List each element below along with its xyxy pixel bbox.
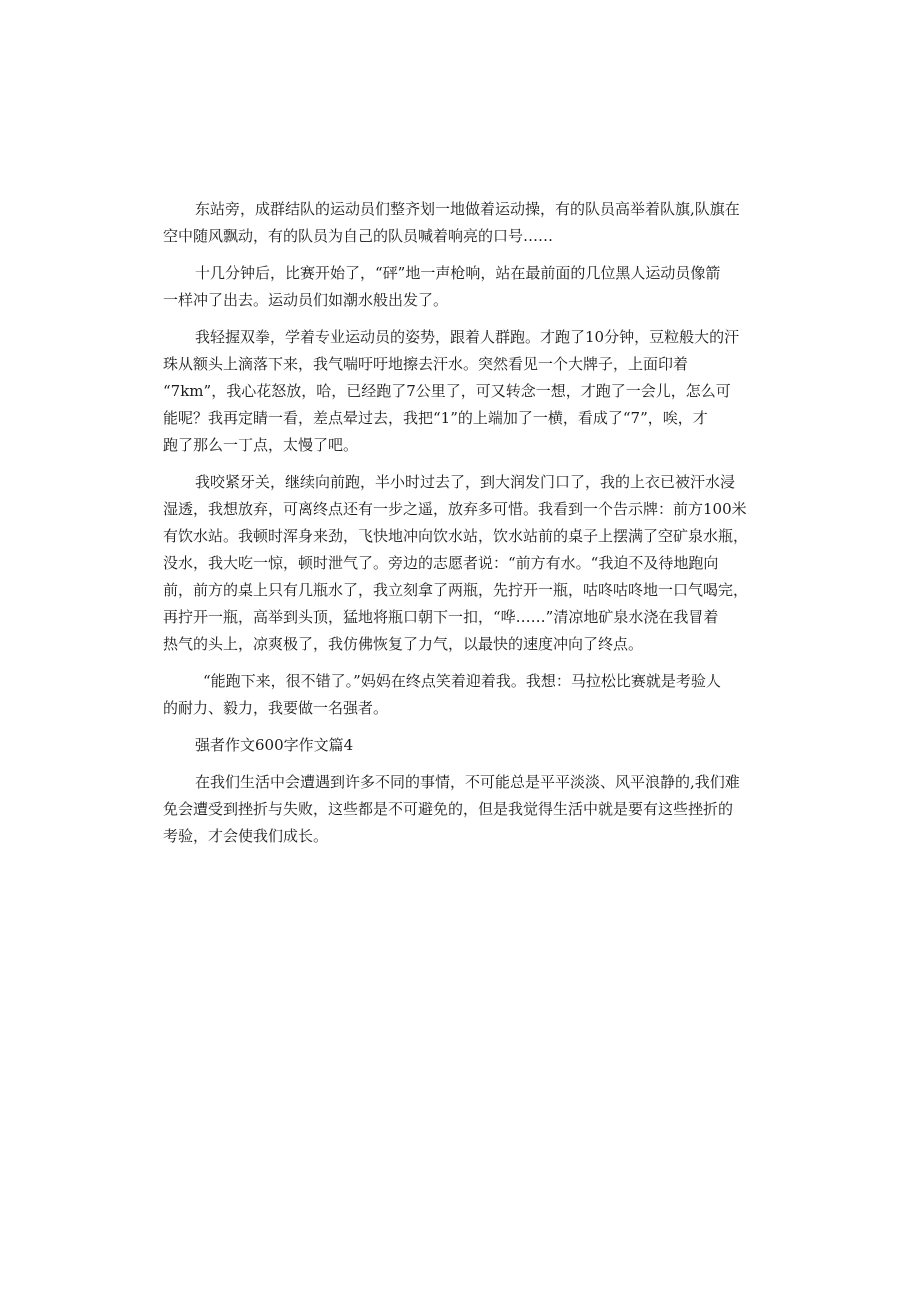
paragraph-line: 空中随风飘动，有的队员为自己的队员喊着响亮的口号…… xyxy=(163,227,554,245)
paragraph-2 xyxy=(163,260,759,314)
paragraph-line: 东站旁，成群结队的运动员们整齐划一地做着运动操，有的队员高举着队旗,队旗在 xyxy=(195,200,740,218)
paragraph-line: 我轻握双拳，学着专业运动员的姿势，跟着人群跑。才跑了10分钟，豆粒般大的汗 xyxy=(195,328,740,346)
paragraph-4 xyxy=(163,469,759,658)
paragraph-line: 我咬紧牙关，继续向前跑，半小时过去了，到大润发门口了，我的上衣已被汗水浸 xyxy=(195,473,736,491)
section-heading: 强者作文600字作文篇4 xyxy=(195,736,354,754)
paragraph-3 xyxy=(163,324,759,459)
paragraph-line: 考验，才会使我们成长。 xyxy=(163,827,329,845)
paragraph-line: 十几分钟后，比赛开始了，“砰”地一声枪响，站在最前面的几位黑人运动员像箭 xyxy=(195,264,721,282)
paragraph-line: 一样冲了出去。运动员们如潮水般出发了。 xyxy=(163,291,449,309)
paragraph-line: 的耐力、毅力，我要做一名强者。 xyxy=(163,699,389,717)
paragraph-closing xyxy=(163,769,759,850)
paragraph-line: 湿透，我想放弃，可离终点还有一步之遥，放弃多可惜。我看到一个告示牌：前方100米 xyxy=(163,500,747,518)
paragraph-5 xyxy=(163,668,759,722)
paragraph-line: 能呢？我再定睛一看，差点晕过去，我把“1”的上端加了一横，看成了“7”，唉，才 xyxy=(163,409,708,427)
paragraph-line: 没水，我大吃一惊，顿时泄气了。旁边的志愿者说：“前方有水。“我迫不及待地跑向 xyxy=(163,554,719,572)
paragraph-line: 再拧开一瓶，高举到头顶，猛地将瓶口朝下一扣，“哗……”清凉地矿泉水浇在我冒着 xyxy=(163,608,719,626)
paragraph-line: 珠从额头上滴落下来，我气喘吁吁地擦去汗水。突然看见一个大牌子，上面印着 xyxy=(163,355,689,373)
paragraph-line: 在我们生活中会遭遇到许多不同的事情，不可能总是平平淡淡、风平浪静的,我们难 xyxy=(195,773,740,791)
paragraph-line: 有饮水站。我顿时浑身来劲，飞快地冲向饮水站，饮水站前的桌子上摆满了空矿泉水瓶， xyxy=(163,527,749,545)
paragraph-line: 热气的头上，凉爽极了，我仿佛恢复了力气，以最快的速度冲向了终点。 xyxy=(163,635,644,653)
article-body xyxy=(163,196,759,860)
paragraph-line: “7km”，我心花怒放，哈，已经跑了7公里了，可又转念一想，才跑了一会儿，怎么可 xyxy=(163,382,731,400)
paragraph-line: 免会遭受到挫折与失败，这些都是不可避免的，但是我觉得生活中就是要有这些挫折的 xyxy=(163,800,734,818)
paragraph-line: 跑了那么一丁点，太慢了吧。 xyxy=(163,436,359,454)
paragraph-1 xyxy=(163,196,759,250)
paragraph-line: 前，前方的桌上只有几瓶水了，我立刻拿了两瓶，先拧开一瓶，咕咚咕咚地一口气喝完， xyxy=(163,581,749,599)
paragraph-line: “能跑下来，很不错了。”妈妈在终点笑着迎着我。我想：马拉松比赛就是考验人 xyxy=(203,672,721,690)
